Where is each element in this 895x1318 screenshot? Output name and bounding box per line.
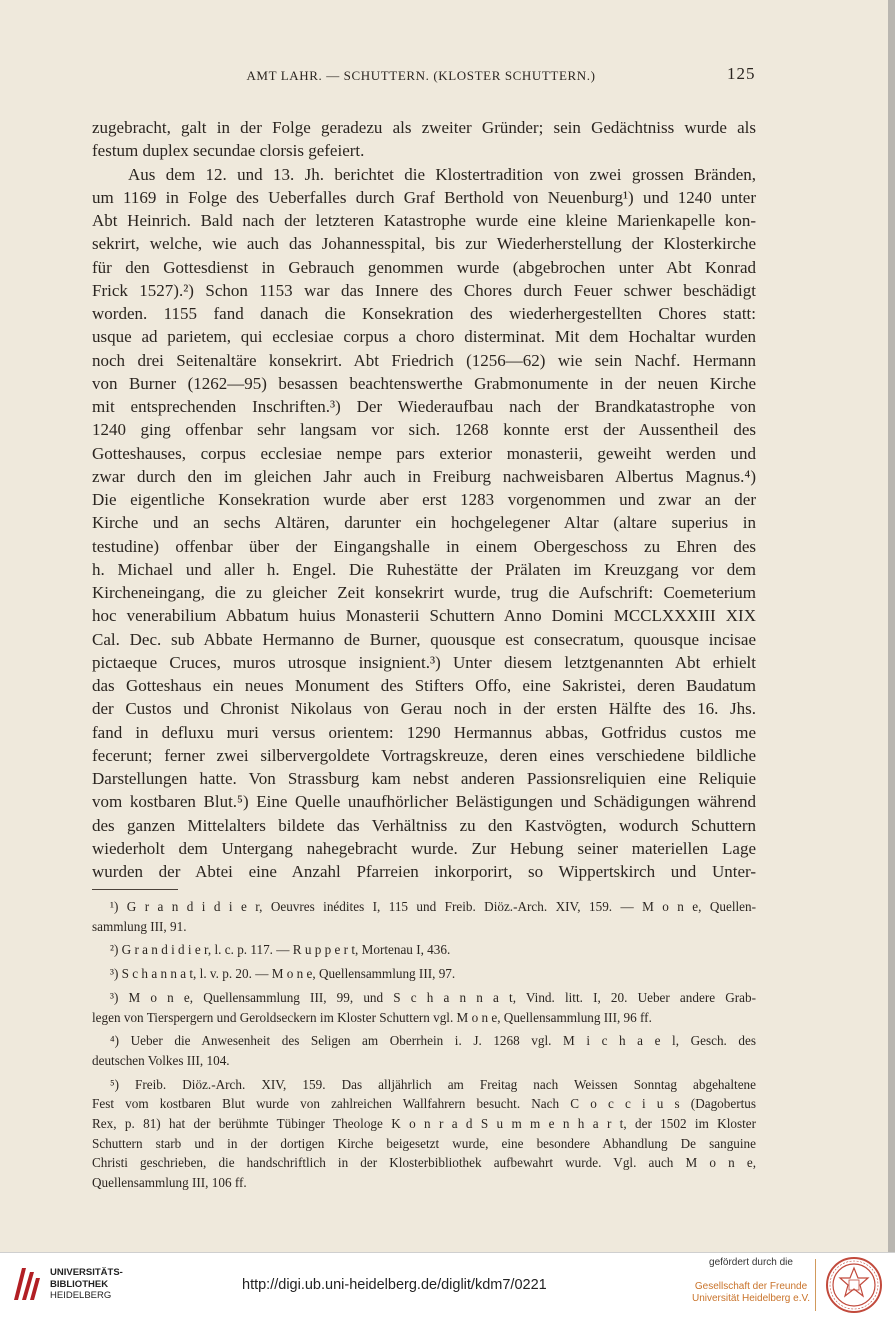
body-line: von Burner (1262—95) besassen beachtenswerthe Grabmonumente in der neuen Kirche <box>92 373 756 393</box>
ub-heidelberg-logo-icon[interactable] <box>10 1264 42 1304</box>
footnote-line: sammlung III, 91. <box>92 918 187 934</box>
body-line: das Gotteshaus ein neues Monument des Stifters Offo, eine Sakristei, deren Baudatum <box>92 676 756 695</box>
footnote-line: Quellensammlung III, 106 ff. <box>92 1175 247 1191</box>
body-line: Frick 1527).²) Schon 1153 war das Innere des Chores durch Feuer schwer beschädigt <box>92 280 756 300</box>
footnote-line: ³) S c h a n n a t, l. v. p. 20. — M o n e, Quellensammlung III, 97. <box>110 966 456 982</box>
permalink-url[interactable]: http://digi.ub.uni-heidelberg.de/diglit/kdm7/0221 <box>242 1277 547 1293</box>
footnote <box>92 1075 756 1193</box>
body-line: pictaeque Cruces, muros utrosque insignient.³) Unter diesem letztgenannten Abt erhielt <box>92 652 756 672</box>
body-line: Kirche und an sechs Altären, darunter ein hochgelegener Altar (altare superius in <box>92 513 756 533</box>
body-line: für den Gottesdienst in Gebrauch genommen wurde (abgebrochen unter Abt Konrad <box>92 257 756 277</box>
footnote-line: ³) M o n e, Quellensammlung III, 99, und S c h a n n a t, Vind. litt. I, 20. Ueber andere Grab- <box>110 989 756 1005</box>
body-line: des ganzen Mittelalters bildete das Verhältniss zu den Kastvögten, wodurch Schuttern <box>92 815 756 835</box>
footer-divider <box>815 1259 816 1311</box>
body-line: Kircheneingang, die zu gleicher Zeit konsekrirt wurde, trug die Aufschrift: Coemeterium <box>92 583 756 602</box>
footnote-line: ¹) G r a n d i d i e r, Oeuvres inédites I, 115 und Freib. Diöz.-Arch. XIV, 159. — M o n e, Quellen- <box>110 899 756 914</box>
sponsored-by-label: gefördert durch die <box>709 1257 793 1268</box>
body-line: Die eigentliche Konsekration wurde aber erst 1283 vorgenommen und zwar an der <box>92 490 756 509</box>
body-line: noch drei Seitenaltäre konsekrirt. Abt Friedrich (1256—62) wie sein Nachf. Hermann <box>92 350 756 370</box>
footnote-line: Schuttern starb und in der dortigen Kirche beigesetzt wurde, eine besondere Abhandlung De sanguine <box>92 1135 756 1151</box>
body-line: vom kostbaren Blut.⁵) Eine Quelle unaufhörlicher Belästigungen und Schädigungen während <box>92 792 756 812</box>
body-line: mit entsprechenden Inschriften.³) Der Wiederaufbau nach der Brandkatastrophe von <box>92 397 756 416</box>
library-name-line1: UNIVERSITÄTS- <box>50 1267 123 1278</box>
body-line: testudine) offenbar über der Eingangshalle in einem Obergeschoss zu Ehren des <box>92 536 756 556</box>
footnote-line: Christi geschrieben, die handschriftlich in der Klosterbibliothek aufbewahrt wurde. Vgl. auch M o n e, <box>92 1155 756 1171</box>
page-number: 125 <box>727 64 756 83</box>
footnote-rule <box>92 889 178 890</box>
body-line: fecerunt; ferner zwei silbervergoldete Vortragskreuze, deren eines verschiedene bildliche <box>92 745 756 765</box>
body-line: fand in defluxu muri versus orientem: 1290 Hermannus abbas, Gotfridus custos me <box>92 722 756 742</box>
society-name-line1: Gesellschaft der Freunde <box>694 1280 808 1292</box>
viewer-footer <box>0 1252 895 1318</box>
body-line: zwar durch den im gleichen Jahr auch in Freiburg nachweisbaren Albertus Magnus.⁴) <box>92 466 756 486</box>
body-line: usque ad parietem, qui ecclesiae corpus a choro disterminat. Mit dem Hochaltar wurden <box>92 327 756 347</box>
society-name-line2: Universität Heidelberg e.V. <box>691 1293 811 1304</box>
body-line: worden. 1155 fand danach die Konsekration des wiederhergestellten Chores statt: <box>92 304 756 323</box>
body-line: hoc venerabilium Abbatum huius Monasterii Schuttern Anno Domini MCCLXXXIII XIX <box>92 606 756 626</box>
body-line: Abt Heinrich. Bald nach der letzteren Katastrophe wurde eine kleine Marienkapelle kon- <box>92 211 756 230</box>
library-name-line3: HEIDELBERG <box>50 1290 112 1301</box>
footnotes <box>92 897 756 1193</box>
footnote-line: ⁵) Freib. Diöz.-Arch. XIV, 159. Das alljährlich am Freitag nach Weissen Sonntag abgehaltene <box>110 1076 756 1092</box>
body-line: Cal. Dec. sub Abbate Hermanno de Burner, quousque est consecratum, quousque incisae <box>92 629 756 649</box>
university-seal-icon[interactable] <box>825 1256 883 1314</box>
body-line: wiederholt dem Untergang nahegebracht wurde. Zur Hebung seiner materiellen Lage <box>92 838 756 858</box>
footnote <box>92 988 756 1027</box>
footnote-line: ⁴) Ueber die Anwesenheit des Seligen am Oberrhein i. J. 1268 vgl. M i c h a e l, Gesch. des <box>110 1033 756 1049</box>
body-line: sekrirt, welche, wie auch das Johannesspital, bis zur Wiederherstellung der Klosterkirche <box>92 234 756 254</box>
footnote-line: Rex, p. 81) hat der berühmte Tübinger Theologe K o n r a d S u m m e n h a r t, der 1502 im Kloster <box>92 1116 756 1132</box>
footnote-line: ²) G r a n d i d i e r, l. c. p. 117. — R u p p e r t, Mortenau I, 436. <box>110 942 451 958</box>
body-line: Aus dem 12. und 13. Jh. berichtet die Klostertradition von zwei grossen Bränden, <box>128 164 756 184</box>
body-line: Gotteshauses, corpus ecclesiae nempe pars exterior monasterii, geweiht werden und <box>92 443 756 463</box>
footnote <box>92 940 756 960</box>
body-line: um 1169 in Folge des Ueberfalles durch Graf Berthold von Neuenburg¹) und 1240 unter <box>92 187 756 207</box>
footnote <box>92 897 756 936</box>
body-line: Darstellungen hatte. Von Strassburg kam nebst anderen Passionsreliquien eine Reliquie <box>92 769 756 788</box>
body-line: der Custos und Chronist Nikolaus von Gerau noch in der ersten Hälfte des 16. Jhs. <box>92 699 756 719</box>
footnote-line: Fest vom kostbaren Blut wurde von zahlreichen Wallfahrern besucht. Nach C o c c i u s (Dagobertus <box>92 1096 756 1112</box>
body-line: festum duplex secundae clorsis gefeiert. <box>92 141 365 161</box>
footnote-line: legen von Tierspergern und Geroldseckern im Kloster Schuttern vgl. M o n e, Quellensammlung III, 96 ff. <box>92 1009 652 1025</box>
footnote <box>92 1031 756 1070</box>
running-title: AMT LAHR. — SCHUTTERN. (KLOSTER SCHUTTERN.) <box>246 68 596 83</box>
sponsor-block[interactable] <box>688 1257 814 1306</box>
body-line: 1240 ging offenbar sehr langsam vor sich. 1268 konnte erst der Aussentheil des <box>92 420 756 440</box>
body-text <box>92 116 756 883</box>
body-line: h. Michael und aller h. Engel. Die Ruhestätte der Prälaten im Kreuzgang vor dem <box>92 559 756 579</box>
footnote <box>92 964 756 984</box>
body-line: wurden der Abtei eine Anzahl Pfarreien inkorporirt, so Wippertskirch und Unter- <box>92 862 756 881</box>
library-name-line2: BIBLIOTHEK <box>50 1278 109 1290</box>
footnote-line: deutschen Volkes III, 104. <box>92 1052 230 1068</box>
library-name[interactable] <box>50 1267 123 1302</box>
body-line: zugebracht, galt in der Folge geradezu als zweiter Gründer; sein Gedächtniss wurde als <box>92 118 756 137</box>
